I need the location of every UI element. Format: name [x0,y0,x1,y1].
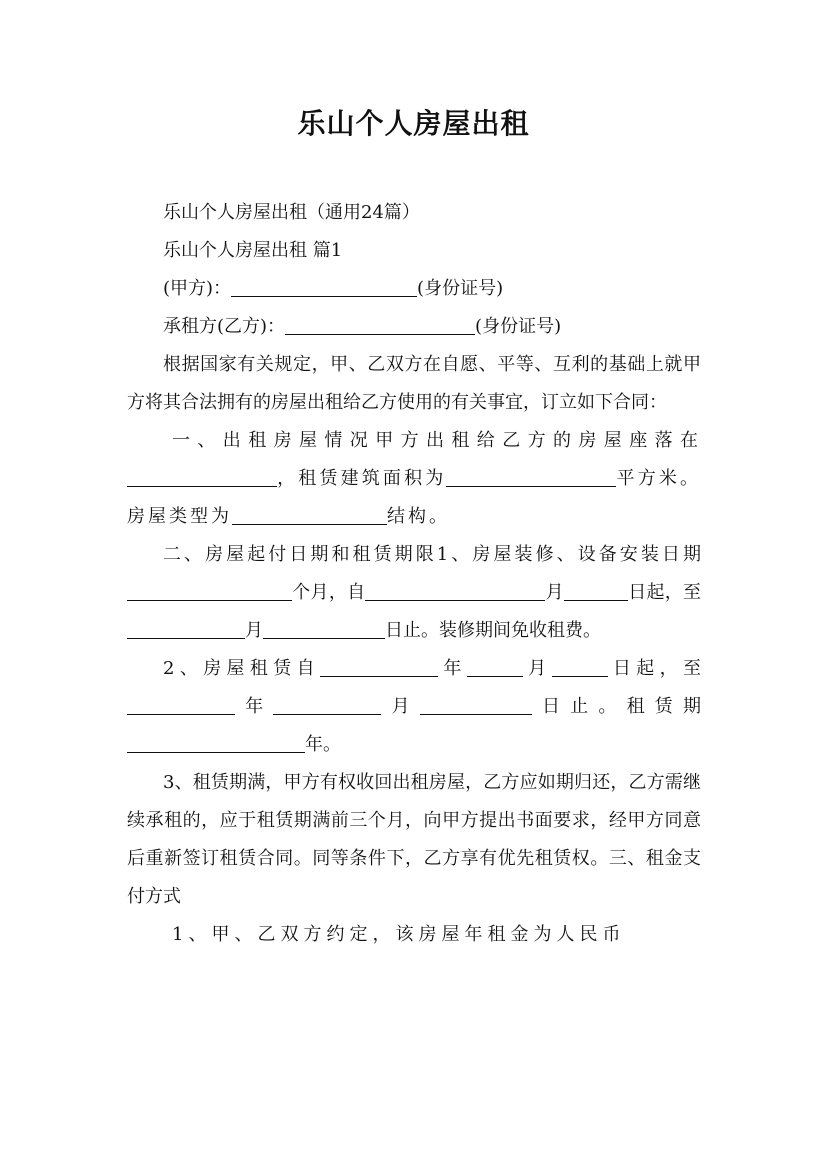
rent-payment-paragraph [127,916,701,954]
party-a-label: (甲方)： [163,278,232,299]
lease-years-blank [127,732,305,753]
section-2-text-f: 日止。装修期间免收租费。 [385,620,601,641]
decoration-end-month-blank [127,618,245,639]
section-1-text-b: ，租赁建筑面积为 [277,468,447,489]
lease-end-year-blank [127,694,235,715]
house-type-blank [232,504,387,525]
rent-payment-text: 1、甲、乙双方约定，该房屋年租金为人民币 [172,924,626,945]
party-a-line [127,270,701,308]
section-1-text-c: 平方米。房屋类型为 [127,468,702,527]
article-heading-line [127,232,701,270]
lease-term-text-e: 年 [235,696,274,717]
decoration-start-day-blank [564,580,628,601]
section-2-text-e: 月 [245,620,263,641]
document-body [127,194,701,954]
lease-end-day-blank [420,694,532,715]
lease-term-text-c: 月 [522,658,552,679]
party-a-blank [231,276,417,297]
renewal-text: 3、租赁期满，甲方有权收回出租房屋，乙方应如期归还，乙方需继续承租的，应于租赁期满前三个月，向甲方提出书面要求，经甲方同意后重新签订租赁合同。同等条件下，乙方享有优先租赁权。三、租金支付方式 [127,772,701,907]
location-blank [127,466,277,487]
decoration-start-month-blank [365,580,545,601]
lease-term-text-h: 年。 [305,734,341,755]
party-a-suffix: (身份证号) [417,278,504,299]
section-2-text-a: 二、房屋起付日期和租赁期限1、房屋装修、设备安装日期 [163,544,701,565]
intro-paragraph [127,346,701,422]
lease-term-text-g: 日止。租赁期 [531,696,702,717]
section-2-text-b: 个月，自 [292,582,366,603]
lease-term-paragraph [127,650,701,764]
section-2-text-c: 月 [545,582,564,603]
article-heading-text: 乐山个人房屋出租 篇1 [163,240,343,261]
document-title: 乐山个人房屋出租 [297,107,530,140]
subtitle-text: 乐山个人房屋出租（通用24篇） [163,202,420,223]
party-b-blank [285,314,475,335]
area-blank [446,466,616,487]
lease-term-text-d: 日起，至 [607,658,702,679]
lease-end-month-blank [273,694,381,715]
party-b-label: 承租方(乙方)： [163,316,286,337]
decoration-end-day-blank [263,618,385,639]
lease-term-text-f: 月 [381,696,420,717]
lease-start-day-blank [552,656,608,677]
lease-term-text-a: 2、房屋租赁自 [163,658,321,679]
renewal-paragraph [127,764,701,916]
section-2-paragraph [127,536,701,650]
subtitle-line [127,194,701,232]
lease-start-month-blank [467,656,523,677]
intro-text: 根据国家有关规定，甲、乙双方在自愿、平等、互利的基础上就甲方将其合法拥有的房屋出租给乙方使用的有关事宜，订立如下合同： [127,354,701,413]
lease-term-text-b: 年 [438,658,467,679]
section-1-paragraph [127,422,701,536]
section-1-text-a: 一、出租房屋情况甲方出租给乙方的房屋座落在 [172,430,701,451]
section-1-text-d: 结构。 [387,506,450,527]
decoration-months-blank [127,580,292,601]
lease-start-year-blank [320,656,438,677]
section-2-text-d: 日起，至 [627,582,702,603]
party-b-suffix: (身份证号) [475,316,562,337]
party-b-line [127,308,701,346]
